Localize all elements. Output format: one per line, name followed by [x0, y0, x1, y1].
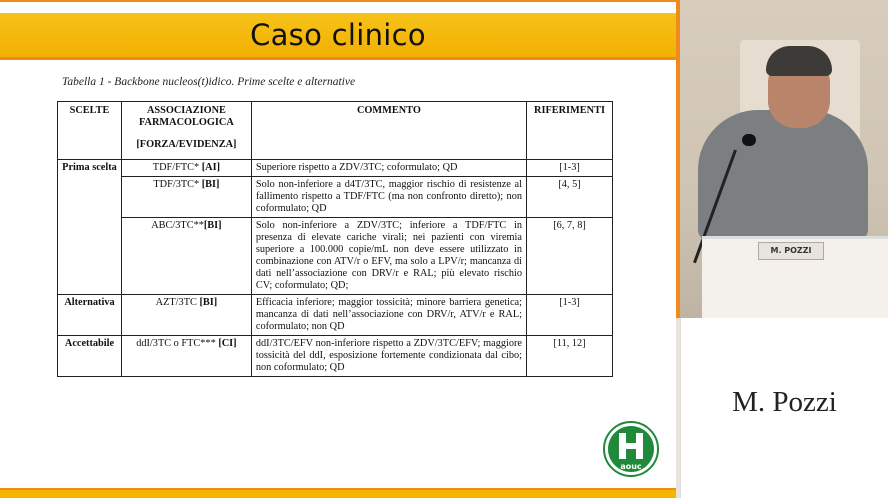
cell-associazione	[121, 218, 251, 295]
cell-riferimenti: [11, 12]	[527, 336, 613, 377]
cell-commento: Efficacia inferiore; maggior tossicità; minore barriera genetica; mancanza di dati nell’associazione con DRV/r, ATV/r e RAL; coformulato; non QD	[251, 295, 526, 336]
cell-associazione	[121, 177, 251, 218]
hospital-logo	[603, 421, 659, 477]
microphone-icon	[742, 134, 756, 146]
cell-scelta: Alternativa	[58, 295, 122, 336]
cell-forza: [BI]	[201, 179, 220, 190]
cell-associazione-name: AZT/3TC	[155, 297, 197, 308]
cell-commento: Solo non-inferiore a d4T/3TC, maggior rischio di resistenze al fallimento rispetto a TDF/FTC (ma non confronto diretto); non coformulato; QD	[251, 177, 526, 218]
cell-scelta	[58, 218, 122, 295]
header-associazione-line3: [FORZA/EVIDENZA]	[136, 139, 237, 150]
table-header-row	[58, 102, 613, 160]
table-row	[58, 177, 613, 218]
cell-riferimenti: [1-3]	[527, 160, 613, 177]
cell-scelta: Accettabile	[58, 336, 122, 377]
cell-commento: ddI/3TC/EFV non-inferiore rispetto a ZDV/3TC/EFV; maggiore tossicità del ddI, esposizione fortemente condizionata dal cibo; non coformulato; QD	[251, 336, 526, 377]
cell-forza: [BI]	[203, 220, 222, 231]
logo-text: aouc	[620, 462, 642, 471]
title-underline	[0, 57, 676, 60]
header-scelte: SCELTE	[58, 102, 122, 160]
slide-title: Caso clinico	[250, 18, 426, 52]
bottom-band	[0, 488, 676, 498]
table-caption: Tabella 1 - Backbone nucleos(t)idico. Prime scelte e alternative	[62, 76, 356, 88]
cell-scelta: Prima scelta	[58, 160, 122, 177]
table-row	[58, 295, 613, 336]
cell-riferimenti: [6, 7, 8]	[527, 218, 613, 295]
speaker-panel	[680, 318, 888, 498]
backbone-table	[57, 101, 613, 377]
header-associazione	[121, 102, 251, 160]
speaker-video	[676, 0, 888, 318]
cell-scelta	[58, 177, 122, 218]
table-row	[58, 160, 613, 177]
cell-associazione	[121, 160, 251, 177]
title-bar	[0, 13, 676, 57]
table-row	[58, 336, 613, 377]
cell-commento: Superiore rispetto a ZDV/3TC; coformulato; QD	[251, 160, 526, 177]
speaker-hair	[766, 46, 832, 76]
cell-associazione-name: ABC/3TC**	[151, 220, 204, 231]
header-riferimenti: RIFERIMENTI	[527, 102, 613, 160]
cell-associazione-name: ddI/3TC o FTC***	[136, 338, 216, 349]
cell-forza: [AI]	[201, 162, 221, 173]
table-row	[58, 218, 613, 295]
header-associazione-line1: ASSOCIAZIONE	[146, 105, 226, 116]
cell-forza: [CI]	[218, 338, 237, 349]
speaker-name: M. Pozzi	[732, 386, 837, 418]
cell-associazione	[121, 336, 251, 377]
top-border-line	[0, 0, 676, 8]
header-commento: COMMENTO	[251, 102, 526, 160]
cell-riferimenti: [1-3]	[527, 295, 613, 336]
cell-associazione-name: TDF/3TC*	[153, 179, 200, 190]
cell-forza: [BI]	[199, 297, 218, 308]
cell-associazione-name: TDF/FTC*	[152, 162, 200, 173]
cell-associazione	[121, 295, 251, 336]
cell-riferimenti: [4, 5]	[527, 177, 613, 218]
cell-commento: Solo non-inferiore a ZDV/3TC; inferiore a TDF/FTC in presenza di elevate cariche virali; nei pazienti con viremia superiore a 100.000 copie/mL non deve essere utilizzato in combinazione con ATV/r o EFV, ma solo a LPV/r; mancanza di dati nell’associazione con DRV/r e RAL; più elevato rischio CV; coformulato; QD;	[251, 218, 526, 295]
header-associazione-line2: FARMACOLOGICA	[139, 117, 234, 128]
podium-nameplate: M. POZZI	[758, 242, 824, 260]
